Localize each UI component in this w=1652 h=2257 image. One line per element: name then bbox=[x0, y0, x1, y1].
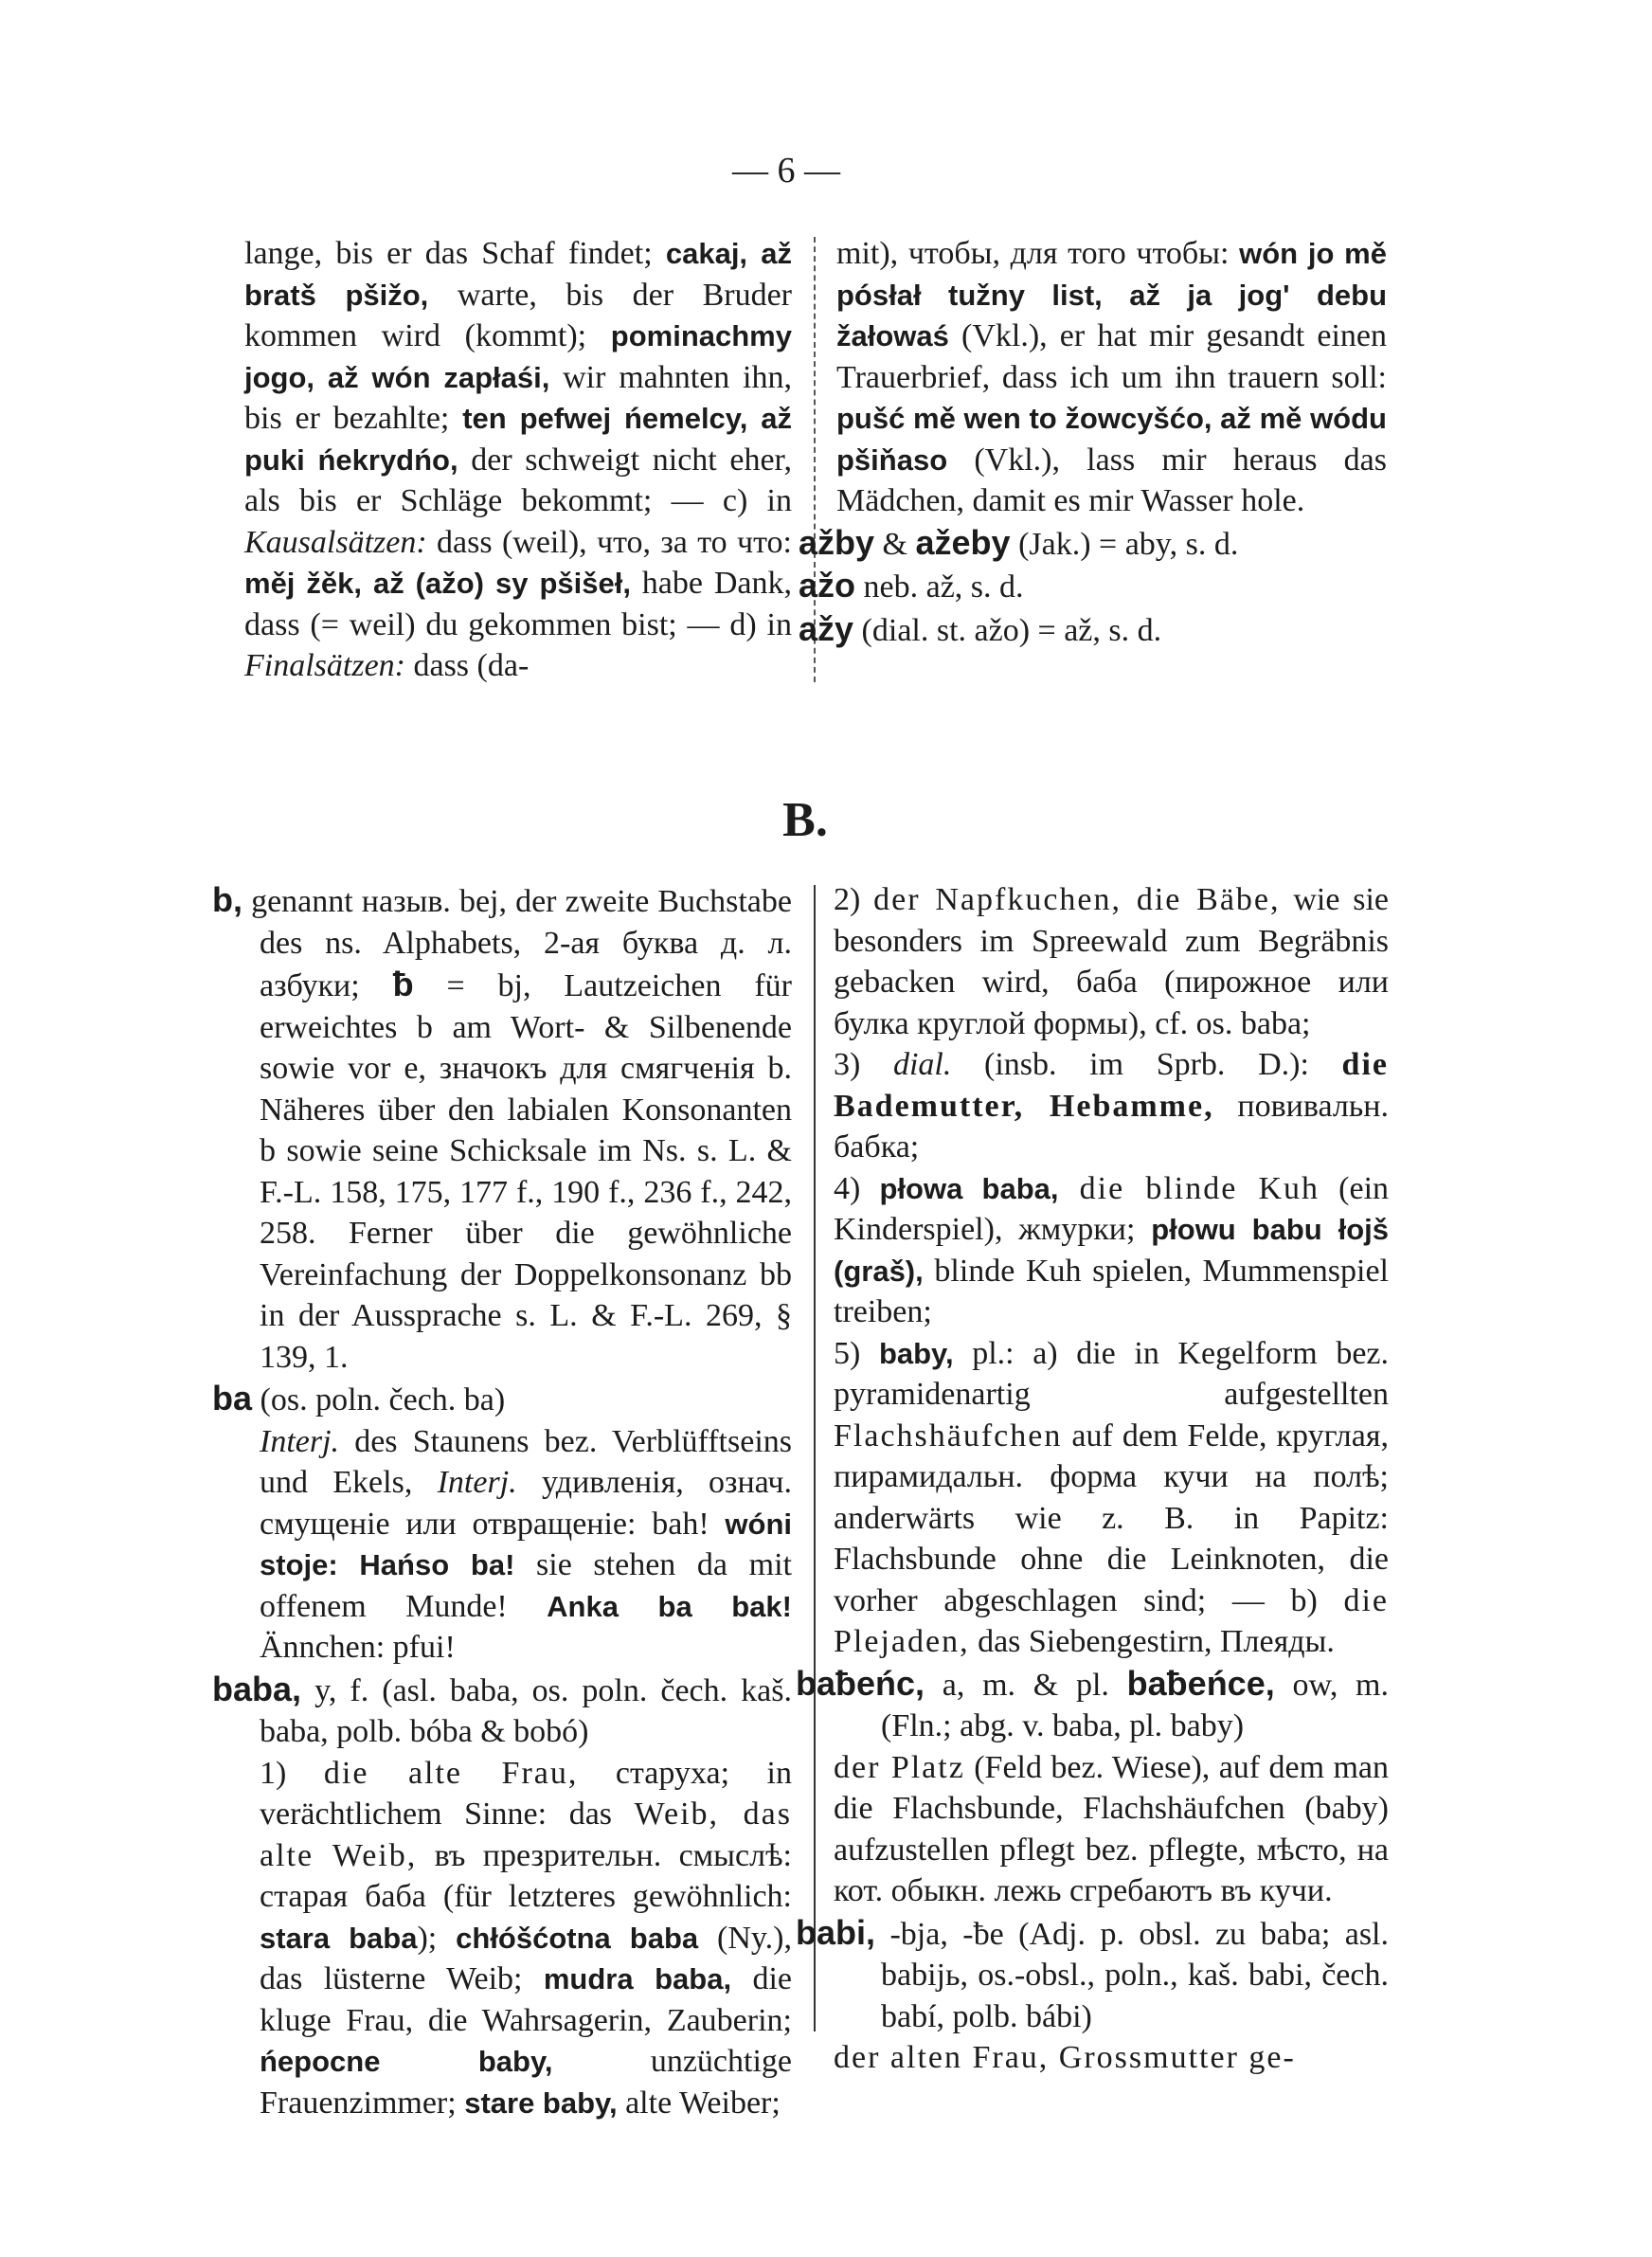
text: (Vkl.), lass mir heraus das Mädchen, damit es mir Wasser hole. bbox=[836, 442, 1387, 518]
term: Kausalsätzen: bbox=[244, 524, 427, 560]
gloss: der Platz bbox=[834, 1749, 965, 1785]
text: (os. poln. čech. ba) bbox=[252, 1382, 506, 1417]
headword: babi, bbox=[796, 1912, 876, 1952]
text: habe Dank, dass (= weil) du gekommen bist; — d) in bbox=[244, 566, 792, 642]
entry-babi-sense bbox=[834, 2037, 1389, 2079]
text: der schweigt nicht eher, als bis er Schläge bekommt; — c) in bbox=[244, 442, 792, 518]
entry-azby bbox=[799, 522, 1387, 566]
page-number: — 6 — bbox=[732, 151, 840, 190]
text: Ännchen: pfui! bbox=[260, 1630, 456, 1665]
text: wir mahnten ihn, bis er bezahlte; bbox=[244, 359, 792, 436]
text: (ein Kinderspiel), жмурки; bbox=[834, 1170, 1390, 1247]
text: (Ny.), das lüsterne Weib; bbox=[260, 1920, 792, 1996]
example: stara baba bbox=[260, 1921, 418, 1955]
term: dial. bbox=[892, 1047, 952, 1082]
text: warte, bis der Bruder kommen wird (kommt); bbox=[244, 277, 792, 353]
text: wie sie besonders im Spreewald zum Begräbnis gebacken wird, баба (пирожное или булка круглой формы), cf. os. baba; bbox=[834, 882, 1390, 1041]
gloss: der Napfkuchen, die Bäbe, bbox=[873, 882, 1281, 917]
entry-babi bbox=[796, 1912, 1389, 2038]
sense-number: 2) bbox=[834, 882, 874, 917]
example: cakaj, bbox=[665, 237, 748, 270]
text: a, m. & pl. bbox=[925, 1667, 1127, 1703]
example: pominachmy jogo, až wón zapłaśi, bbox=[244, 319, 792, 394]
example: płowa baba, bbox=[879, 1171, 1059, 1205]
text: = bj, Lautzeichen für erweichtes b am Wort- & Silbenende sowie vor e, значокъ для смягченія b. Näheres über den labialen Konsonanten b sowie seine Schicksale im Ns. s. L. & F.-L. 158, 175, 177 f., 190 f., 236 f., 242, 258. Ferner über die gewöhnliche Vereinfachung der Doppelkonsonanz bb in der Aussprache s. L. & F.-L. 269, § 139, 1. bbox=[260, 968, 792, 1375]
headword: baba, bbox=[212, 1669, 302, 1708]
example: płowu babu łojš (graš), bbox=[834, 1213, 1389, 1288]
text: unzüchtige Frauenzimmer; bbox=[260, 2044, 793, 2121]
gloss: die blinde Kuh bbox=[1058, 1170, 1320, 1206]
sense-number: 3) bbox=[834, 1047, 893, 1082]
bottom-left-column bbox=[212, 879, 792, 2123]
term: Interj. bbox=[260, 1423, 340, 1459]
example: ten pefwej ńemelcy, až puki ńekrydńo, bbox=[244, 402, 793, 477]
text: въ презрительн. смыслѣ: старая баба (für letzteres gewöhnlich: bbox=[260, 1837, 792, 1914]
text: sie stehen da mit offenem Munde! bbox=[260, 1547, 792, 1624]
text: lange, bis er das Schaf findet; bbox=[244, 236, 666, 271]
sense-number: 4) bbox=[834, 1170, 880, 1206]
entry-babenc-sense bbox=[834, 1747, 1389, 1912]
headword: ažy bbox=[799, 608, 854, 648]
sense-number: 1) bbox=[260, 1755, 324, 1791]
gloss: die Bademutter, Hebamme, bbox=[834, 1047, 1389, 1124]
example: mudra baba, bbox=[543, 1962, 732, 1995]
headword: ba bbox=[212, 1379, 253, 1417]
example: baby, bbox=[878, 1336, 954, 1370]
entry-ba bbox=[212, 1378, 792, 1421]
text: des Staunens bez. Verblüfftseins und Ekels, bbox=[260, 1423, 792, 1500]
example: chłóšćotna baba bbox=[456, 1921, 699, 1955]
text: genannt назыв. bej, der zweite Buchstabe des ns. Alphabets, 2-ая буква д. л. азбуки; bbox=[242, 884, 792, 1003]
text: удивленія, означ. смущеніе или отвращеніе: bah! bbox=[260, 1465, 792, 1542]
text: (dial. st. ažo) = až, s. d. bbox=[853, 612, 1162, 648]
example: měj žěk, až (ažo) sy pšišeł, bbox=[244, 567, 631, 600]
gloss: Weib, das alte Weib, bbox=[260, 1797, 792, 1873]
gloss: Flachshäufchen bbox=[834, 1417, 1063, 1454]
text: pl.: a) die in Kegelform bez. pyramidenartig aufgestellten bbox=[834, 1335, 1389, 1412]
top-left-column bbox=[244, 233, 792, 687]
continuation-paragraph bbox=[244, 233, 792, 687]
text: dass (weil), что, за то что: bbox=[426, 524, 792, 560]
continuation-paragraph bbox=[836, 233, 1387, 522]
gloss: die Plejaden, bbox=[834, 1582, 1389, 1659]
text: ); bbox=[417, 1920, 457, 1956]
symbol: ƀ bbox=[392, 965, 414, 1003]
entry-baba-sense-1 bbox=[212, 1753, 792, 2124]
text: die kluge Frau, die Wahrsagerin, Zauberin; bbox=[260, 1961, 793, 2038]
entry-azo bbox=[799, 565, 1387, 608]
text: neb. až, s. d. bbox=[855, 569, 1024, 605]
text: mit), чтобы, для того чтобы: bbox=[836, 236, 1240, 271]
entry-b bbox=[212, 879, 792, 1378]
text: y, f. (asl. baba, os. poln. čech. kaš. baba, polb. bóba & bobó) bbox=[260, 1672, 792, 1749]
text: повивальн. бабка; bbox=[834, 1088, 1389, 1165]
text: ow, m. (Fln.; abg. v. baba, pl. baby) bbox=[881, 1667, 1389, 1743]
example: wón jo mě pósłał tužny list, až ja jog' debu žałowaś bbox=[836, 237, 1387, 352]
text: (insb. im Sprb. D.): bbox=[951, 1047, 1342, 1082]
text: auf dem Felde, круглая, пирамидальн. форма кучи на полѣ; anderwärts wie z. B. in Papitz: Flachsbunde ohne die Leinknoten, die vorher abgeschlagen sind; — b) bbox=[834, 1417, 1389, 1618]
example: až bratš pšižo, bbox=[244, 237, 793, 312]
gloss: der alten Frau, Grossmutter ge- bbox=[834, 2040, 1296, 2075]
column-divider bbox=[814, 885, 816, 2031]
term: Interj. bbox=[437, 1465, 517, 1500]
text: das Siebengestirn, Плеяды. bbox=[969, 1624, 1335, 1659]
entry-babenc bbox=[796, 1663, 1389, 1747]
entry-baba bbox=[212, 1669, 792, 1753]
text: alte Weiber; bbox=[617, 2085, 781, 2121]
text: dass (da- bbox=[404, 648, 530, 683]
text: -bja, -ƀe (Adj. p. obsl. zu baba; asl. babijь, os.-obsl., poln., kaš. babi, čech. babí, polb. bábi) bbox=[875, 1916, 1389, 2034]
text: & bbox=[874, 526, 916, 562]
entry-ba-sense bbox=[212, 1421, 792, 1669]
text: (Feld bez. Wiese), auf dem man die Flachsbunde, Flachshäufchen (baby) aufzustellen pflegt bez. pflegte, мѣсто, на кот. обыкн. лежь сгребаютъ въ кучи. bbox=[834, 1749, 1389, 1908]
example: pušć mě wen to žowcyšćo, až mě wódu pšiňaso bbox=[836, 402, 1387, 477]
example: ńepocne baby, bbox=[260, 2045, 553, 2078]
gloss: die alte Frau, bbox=[323, 1755, 579, 1791]
bottom-right-column bbox=[796, 879, 1390, 2079]
term: Finalsätzen: bbox=[244, 648, 405, 683]
sense-number: 5) bbox=[834, 1335, 879, 1371]
headword: b, bbox=[212, 880, 242, 919]
headword: baƀeńc, bbox=[796, 1663, 925, 1703]
headword: baƀeńce, bbox=[1126, 1663, 1275, 1703]
section-letter: B. bbox=[782, 793, 828, 847]
text: (Jak.) = aby, s. d. bbox=[1010, 526, 1239, 562]
entry-azy bbox=[799, 608, 1387, 652]
entry-baba-sense-4 bbox=[834, 1168, 1389, 1333]
entry-baba-sense-5 bbox=[834, 1333, 1389, 1663]
text: (Vkl.), er hat mir gesandt einen Trauerbrief, dass ich um ihn trauern soll: bbox=[836, 318, 1387, 395]
example: wóni stoje: Hańso ba! bbox=[260, 1507, 792, 1581]
headword: ažeby bbox=[915, 522, 1011, 562]
top-right-column bbox=[799, 233, 1387, 651]
text: старуха; in verächtlichem Sinne: das bbox=[260, 1755, 793, 1832]
example: Anka ba bak! bbox=[547, 1589, 792, 1623]
headword: ažo bbox=[799, 566, 856, 605]
headword: ažby bbox=[799, 522, 875, 562]
entry-baba-sense-3 bbox=[834, 1044, 1389, 1168]
example: stare baby, bbox=[464, 2085, 618, 2120]
entry-baba-sense-2 bbox=[834, 879, 1389, 1044]
text: blinde Kuh spielen, Mummenspiel treiben; bbox=[834, 1253, 1389, 1329]
